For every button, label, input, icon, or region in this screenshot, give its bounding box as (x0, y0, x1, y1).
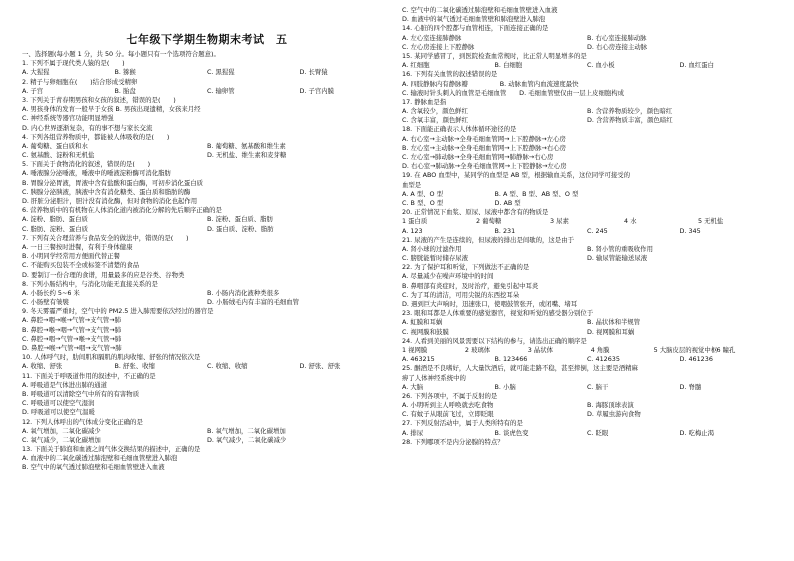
options-row (22, 225, 392, 234)
option-text: C. 有蚊子从眼前飞过，立即眨眼 (402, 410, 494, 419)
text-line: A. 尽量减少在噪声环境中的时间 (402, 272, 494, 281)
option-text: A. 虹膜和耳蜗 (402, 318, 443, 327)
option-text: A. 左心室连接肺静脉 (402, 33, 462, 42)
option-text: D. 子宫内膜 (299, 86, 335, 95)
options-row (402, 328, 772, 337)
options-row (402, 254, 772, 263)
option-text: 4 水 (624, 217, 637, 226)
option-text: B. 右心室连接肺动脉 (587, 33, 647, 42)
text-line: 17. 静脉血是指 (402, 97, 447, 106)
options-row (22, 298, 392, 307)
option-text: B. 231 (494, 226, 516, 235)
option-text: C. 眨眼 (587, 428, 609, 437)
text-line: C. 胰腺分泌胰液，胰液中含有消化糖类、蛋白质和脂肪的酶 (22, 187, 191, 196)
option-text: D. 脊髓 (679, 382, 702, 391)
option-text: A. 收缩、舒张 (22, 362, 63, 371)
option-text: C. 脑干 (587, 382, 609, 391)
option-text: D. 舒张、舒张 (299, 362, 341, 371)
text-line: 12. 下列人体呼出的气体成分变化正确的是 (22, 417, 143, 426)
text-line: 22. 为了保护耳和听觉，下列做法不正确的是 (402, 263, 530, 272)
option-text: B. 海豚顶球表演 (587, 401, 634, 410)
text-line: A. 呼吸道是气体进出肺的通道 (22, 380, 108, 389)
option-text: B. 小肠内消化液种类很多 (207, 288, 280, 297)
option-text: B. 白细胞 (494, 61, 523, 70)
text-line: B. 空气中的氧气透过肺泡壁和毛细血管壁进入血液 (22, 463, 165, 472)
options-row (402, 383, 772, 392)
text-line: 11. 下面关于呼吸道作用的叙述中，不正确的是 (22, 371, 156, 380)
text-line: 20. 正常情况下血浆、原尿、尿液中都含有的物质是 (402, 208, 549, 217)
option-text: C. 血小板 (587, 61, 615, 70)
option-text: C. 膀胱能暂时储存尿液 (402, 254, 469, 263)
option-text: 1 视网膜 (402, 345, 428, 354)
option-text: A. 肾小球的过滤作用 (402, 244, 462, 253)
text-line: 10. 人体呼气时，肋间肌和膈肌的肌肉收缩、舒张的情况依次是 (22, 353, 201, 362)
options-row (22, 362, 392, 371)
options-row (22, 215, 392, 224)
text-line: A. 四肢静脉内有静脉瓣 B. 动脉血管内血流速度最快 (402, 79, 579, 88)
options-row (22, 289, 392, 298)
option-text: A. 氧气增加，二氧化碳减少 (22, 426, 101, 435)
option-text: 2 玻璃体 (464, 345, 491, 354)
options-row (402, 355, 772, 364)
option-text: B. 123466 (494, 355, 528, 364)
option-text: D. 血红蛋白 (679, 61, 715, 70)
option-text: B. 晶状体和半规管 (587, 318, 641, 327)
option-text: C. 含氧丰富，颜色鲜红 (402, 116, 469, 125)
text-line: 27. 下列反射活动中，属于人类所特有的是 (402, 419, 523, 428)
options-row (402, 429, 772, 438)
text-line: 26. 下列各项中，不属于反射的是 (402, 391, 498, 400)
option-text: A. 红细胞 (402, 61, 430, 70)
text-line: 18. 下面能正确表示人体体循环途径的是 (402, 125, 517, 134)
right-question-list (402, 6, 772, 447)
options-row (22, 68, 392, 77)
option-text: A. 子宫 (22, 86, 44, 95)
option-text: 1 蛋白质 (402, 217, 428, 226)
option-text: A. A 型、O 型 (402, 189, 443, 198)
options-row (402, 318, 772, 327)
text-line: 痹了人体神经系统中的 (402, 373, 466, 382)
text-line: 24. 人看到美丽的风景需要以下结构的参与，请选出正确的顺序是 (402, 336, 587, 345)
text-line: 19. 在 ABO 血型中，某同学的血型是 AB 型，根据输血关系，这位同学可接受的 (402, 171, 631, 180)
option-text: C. 收缩、收缩 (207, 362, 248, 371)
text-line: A. 鼻腔→咽→喉→气管→支气管→肺 (22, 316, 122, 325)
option-text: D. 输尿管能输送尿液 (587, 254, 648, 263)
option-text: 5 大脑皮层的视觉中枢 (653, 345, 718, 354)
text-line: A. 血液中的二氧化碳透过肺泡壁和毛细血管壁进入肺泡 (22, 454, 178, 463)
option-text: C. 黑猩猩 (207, 68, 235, 77)
option-text: C. 氨基酸、淀粉和无机盐 (22, 151, 95, 160)
option-text: C. 左心房连接上下腔静脉 (402, 42, 475, 51)
options-row (402, 107, 772, 116)
text-line: D. 呼吸道可以使空气温暖 (22, 408, 95, 417)
text-line: 15. 某同学感冒了，到医院检查血常规时，比正常人明显增多的是 (402, 51, 587, 60)
option-text: A. 淀粉、脂肪、蛋白质 (22, 215, 88, 224)
text-line: C. 为了耳的清洁，可用尖锐的东西挖耳朵 (402, 290, 520, 299)
text-line: 1. 下列不属于现代类人猿的是( ) (22, 59, 125, 68)
option-text: C. 245 (587, 226, 608, 235)
option-text: 5 无机盐 (698, 217, 724, 226)
option-text: C. 视网膜和鼓膜 (402, 327, 449, 336)
option-text: 3 晶状体 (527, 345, 554, 354)
option-text: A. 葡萄糖、蛋白质和水 (22, 141, 88, 150)
text-line: 3. 下列关于青春期男孩和女孩的叙述，错误的是( ) (22, 95, 176, 104)
text-line: 16. 下列有关血管的叙述错误的是 (402, 70, 498, 79)
exam-title: 七年级下学期生物期末考试 五 (126, 33, 288, 46)
option-text: 6 瞳孔 (716, 345, 736, 354)
option-text: D. 无机盐、维生素和麦芽糖 (207, 151, 287, 160)
option-text: B. 氧气增加，二氧化碳增加 (207, 426, 286, 435)
text-line: 13. 下面关于肺泡和血液之间气体交换结果的描述中，正确的是 (22, 445, 201, 454)
text-line: 28. 下列哪项不是内分泌腺的特点？ (402, 437, 504, 446)
option-text: B. 含营养物质较少，颜色暗红 (587, 107, 673, 116)
text-line: 6. 营养物质中的有机物在人体消化道内被消化分解的先后顺序正确的是 (22, 206, 222, 215)
option-text: B. 淀粉、蛋白质、脂肪 (207, 215, 273, 224)
options-row (22, 436, 392, 445)
option-text: A. 大脑 (402, 382, 424, 391)
option-text: B. 肾小管的重吸收作用 (587, 244, 653, 253)
options-row (402, 245, 772, 254)
text-line: B. 鼻咽部有炎症时，及时治疗，避免引起中耳炎 (402, 281, 539, 290)
text-line: C. 鼻腔→咽→气管→喉→支气管→肺 (22, 334, 122, 343)
text-line: D. 遇到巨大声响时，迅速张口，使咽鼓管张开，或闭嘴、堵耳 (402, 300, 578, 308)
text-line: C. 输液时针头刺入的血管是毛细血管 D. 毛细血管壁仅由一层上皮细胞构成 (402, 88, 625, 97)
text-line: C. 左心室→肺动脉→全身毛细血管网→肺静脉→右心房 (402, 153, 554, 161)
text-line: 8. 下列小肠结构中，与消化功能无直接关系的是 (22, 279, 158, 288)
text-line: B. 左心室→主动脉→全身毛细血管网→上下腔静脉→右心房 (402, 143, 567, 152)
option-text: 3 尿素 (550, 217, 569, 226)
text-line: 21. 尿液的产生是连续的，但尿液的排出是间歇的，这是由于 (402, 235, 574, 244)
options-row (22, 142, 392, 151)
text-line: D. 鼻腔→喉→气管→咽→支气管→肺 (22, 344, 122, 352)
option-text: A. 123 (402, 226, 423, 235)
right-column (402, 0, 772, 447)
option-text: A. 含氧较少，颜色鲜红 (402, 107, 468, 116)
text-line: 5. 下面关于食物消化的叙述，错误的是( ) (22, 160, 151, 169)
text-line: D. 右心室→肺动脉→全身毛细血管网→上下腔静脉→左心房 (402, 162, 567, 171)
text-line: B. 胃腺分泌胃液，胃液中含有盐酸和蛋白酶，可初步消化蛋白质 (22, 178, 203, 187)
option-text: A. 小肠长约 5~6 米 (22, 288, 80, 297)
option-text: C. B 型、O 型 (402, 198, 444, 207)
text-line: 9. 冬天雾霾严重时，空气中的 PM2.5 进入肺需要依次经过的器官是 (22, 307, 214, 316)
text-line: 一、选择题(每小题 1 分，共 50 分。每小题只有一个选项符合题意)。 (22, 50, 220, 58)
option-text: D. 草履虫游向食物 (587, 410, 641, 419)
option-text: C. 412635 (587, 355, 620, 364)
option-text: B. 谈虎色变 (494, 428, 529, 437)
option-text: C. 氧气减少，二氧化碳增加 (22, 435, 101, 444)
option-text: D. 视网膜和耳蜗 (587, 327, 635, 336)
options-row (402, 34, 772, 43)
option-text: D. 345 (679, 226, 701, 235)
option-text: B. 葡萄糖、氨基酸和维生素 (207, 141, 286, 150)
text-line: D. 血液中的氧气透过毛细血管壁和肺泡壁进入肺泡 (402, 15, 546, 24)
text-line: 23. 眼和耳都是人体重要的感觉器官，视觉和听觉的感受器分别位于 (402, 309, 594, 318)
option-text: C. 脂肪、淀粉、蛋白质 (22, 224, 89, 233)
text-line: D. 内心世界逐渐复杂，有的事不想与家长交流 (22, 123, 153, 132)
text-line: D. 肝脏分泌胆汁，胆汁没有消化酶，但对食物的消化也起作用 (22, 197, 198, 205)
option-text: D. 小肠绒毛内有丰富的毛细血管 (207, 298, 300, 307)
option-text: A. 排尿 (402, 428, 424, 437)
option-text: A. 463215 (402, 355, 435, 364)
options-row (402, 227, 772, 236)
left-question-list (22, 50, 392, 473)
option-text: A. 小明听到主人呼唤就去吃食物 (402, 401, 494, 410)
text-line: 14. 心脏的四个腔都与血管相连，下面连接正确的是 (402, 24, 549, 33)
options-row (402, 410, 772, 419)
text-line: A. 一日三餐按时进餐，有利于身体健康 (22, 242, 133, 251)
option-text: 2 葡萄糖 (476, 217, 502, 226)
options-row (402, 43, 772, 52)
options-row (402, 346, 772, 355)
text-line: C. 呼吸道可以使空气湿润 (22, 399, 95, 408)
options-row (402, 61, 772, 70)
option-text: 4 角膜 (590, 345, 610, 354)
text-line: C. 空气中的二氧化碳透过肺泡壁和毛细血管壁进入血液 (402, 6, 558, 14)
options-row (22, 87, 392, 96)
text-line: C. 神经系统等器官功能明显增强 (22, 114, 114, 123)
text-line: B. 小明同学经常用方便面代替正餐 (22, 252, 120, 261)
text-line: 血型是 (402, 180, 422, 189)
text-line: B. 呼吸道可以清除空气中所有的有害物质 (22, 389, 140, 398)
option-text: B. A 型、B 型、AB 型、O 型 (494, 189, 579, 198)
option-text: C. 输卵管 (207, 86, 235, 95)
text-line: A. 唾液腺分泌唾液，唾液中的唾液淀粉酶可消化脂肪 (22, 169, 171, 178)
options-row (402, 190, 772, 199)
option-text: A. 大猩猩 (22, 68, 50, 77)
options-row (22, 427, 392, 436)
option-text: C. 小肠壁有皱襞 (22, 298, 69, 307)
options-row (402, 116, 772, 125)
option-text: D. 含营养物质丰富，颜色暗红 (587, 116, 673, 125)
text-line: 2. 精子与卵细胞在( )结合形成受精卵 (22, 77, 138, 86)
text-line: A. 右心室→主动脉→全身毛细血管网→上下腔静脉→左心房 (402, 134, 566, 143)
option-text: B. 舒张、收缩 (114, 362, 155, 371)
option-text: D. 461236 (679, 355, 713, 364)
option-text: B. 小脑 (494, 382, 516, 391)
option-text: D. 蛋白质、淀粉、脂肪 (207, 224, 274, 233)
text-line: 25. 酗酒是不良嗜好，人大量饮酒后，就可能走路不稳，甚至摔倒，这主要是酒精麻 (402, 364, 638, 373)
options-row (402, 401, 772, 410)
text-line: D. 要制订一份合理的食谱，用量最多的应是谷类、谷物类 (22, 270, 185, 279)
text-line: 4. 下列各组营养物质中，都能被人体吸收的是( ) (22, 132, 170, 141)
text-line: C. 不能购买包装不全或标签不清楚的食品 (22, 261, 140, 270)
option-text: D. 氧气减少，二氧化碳减少 (207, 435, 287, 444)
option-text: B. 猕猴 (114, 68, 136, 77)
text-line: 7. 下列有关合理营养与食品安全的做法中，错误的是( ) (22, 233, 189, 242)
option-text: D. 长臂猿 (299, 68, 328, 77)
option-text: B. 胎盘 (114, 86, 136, 95)
text-line: B. 鼻腔→喉→咽→气管→支气管→肺 (22, 325, 122, 334)
option-text: D. 吃梅止渴 (679, 428, 715, 437)
option-text: D. AB 型 (494, 198, 521, 207)
options-row (402, 217, 772, 226)
options-row (402, 199, 772, 208)
options-row (22, 151, 392, 160)
left-column (22, 0, 392, 473)
option-text: D. 右心房连接主动脉 (587, 42, 648, 51)
text-line: A. 男孩身体的发育一般早于女孩 B. 男孩出现遗精，女孩来月经 (22, 105, 201, 114)
